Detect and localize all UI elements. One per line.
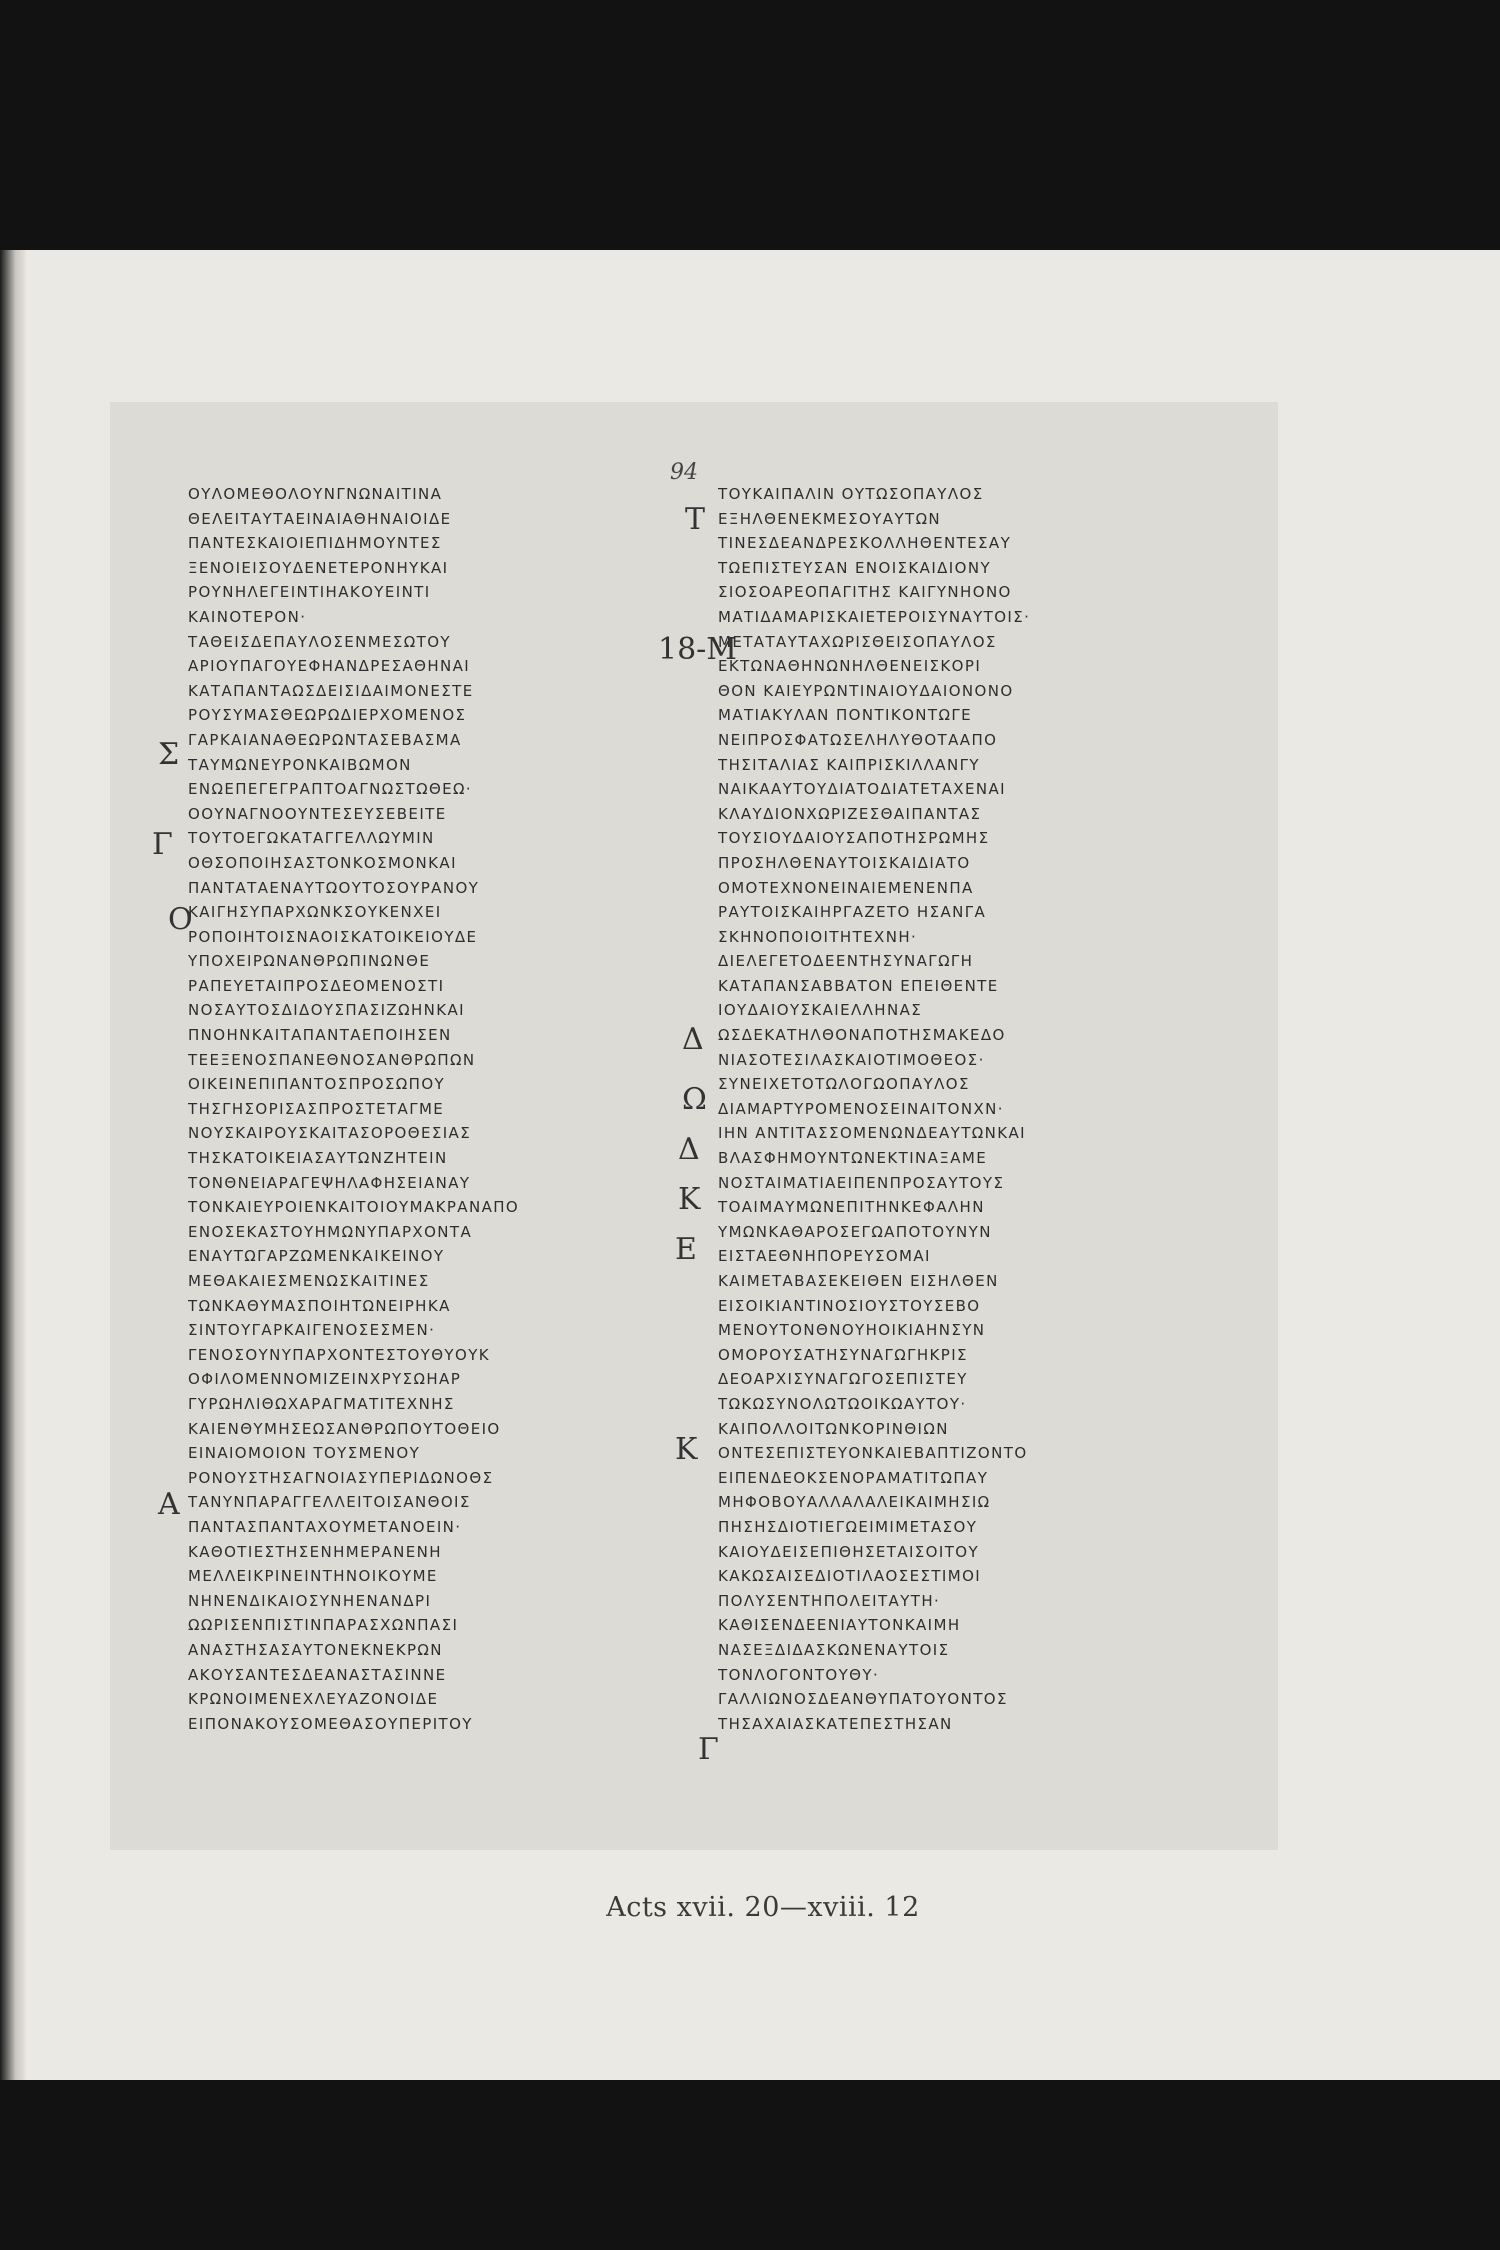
manuscript-line: ΤΕΕΞΕΝΟΣΠΑΝΕΘΝΟΣΑΝΘΡΩΠΩΝ bbox=[188, 1050, 476, 1069]
manuscript-line: ΠΝΟΗΝΚΑΙΤΑΠΑΝΤΑΕΠΟΙΗΣΕΝ bbox=[188, 1026, 452, 1045]
plate-caption: Acts xvii. 20—xviii. 12 bbox=[606, 1892, 920, 1923]
manuscript-line: ΕΙΣΟΙΚΙΑΝΤΙΝΟΣΙΟΥΣΤΟΥΣΕΒΟ bbox=[718, 1296, 981, 1315]
manuscript-line: ΟΙΚΕΙΝΕΠΙΠΑΝΤΟΣΠΡΟΣΩΠΟΥ bbox=[188, 1075, 446, 1094]
manuscript-line: ΓΥΡΩΗΛΙΘΩΧΑΡΑΓΜΑΤΙΤΕΧΝΗΣ bbox=[188, 1394, 455, 1413]
manuscript-line: ΤΟΑΙΜΑΥΜΩΝΕΠΙΤΗΝΚΕΦΑΛΗΝ bbox=[718, 1198, 985, 1217]
manuscript-line: ΝΟΣΑΥΤΟΣΔΙΔΟΥΣΠΑΣΙΖΩΗΝΚΑΙ bbox=[188, 1001, 465, 1020]
manuscript-line: ΓΑΡΚΑΙΑΝΑΘΕΩΡΩΝΤΑΣΕΒΑΣΜΑ bbox=[188, 730, 462, 749]
manuscript-line: ΕΚΤΩΝΑΘΗΝΩΝΗΛΘΕΝΕΙΣΚΟΡΙ bbox=[718, 657, 982, 676]
manuscript-line: ΤΙΝΕΣΔΕΑΝΔΡΕΣΚΟΛΛΗΘΕΝΤΕΣΑΥ bbox=[718, 534, 1012, 553]
manuscript-line: ΩΩΡΙΣΕΝΠΙΣΤΙΝΠΑΡΑΣΧΩΝΠΑΣΙ bbox=[188, 1616, 459, 1635]
manuscript-line: ΘΕΛΕΙΤΑΥΤΑΕΙΝΑΙΑΘΗΝΑΙΟΙΔΕ bbox=[188, 509, 452, 528]
manuscript-line: ΚΑΤΑΠΑΝΤΑΩΣΔΕΙΣΙΔΑΙΜΟΝΕΣΤΕ bbox=[188, 681, 474, 700]
manuscript-line: ΜΑΤΙΔΑΜΑΡΙΣΚΑΙΕΤΕΡΟΙΣΥΝΑΥΤΟΙΣ· bbox=[718, 607, 1031, 626]
manuscript-line: ΚΑΙΠΟΛΛΟΙΤΩΝΚΟΡΙΝΘΙΩΝ bbox=[718, 1419, 949, 1438]
manuscript-line: ΤΗΣΑΧΑΙΑΣΚΑΤΕΠΕΣΤΗΣΑΝ bbox=[718, 1714, 953, 1733]
marginal-letter: Τ bbox=[685, 502, 706, 537]
manuscript-line: ΝΟΥΣΚΑΙΡΟΥΣΚΑΙΤΑΣΟΡΟΘΕΣΙΑΣ bbox=[188, 1124, 472, 1143]
manuscript-line: ΡΑΠΕΥΕΤΑΙΠΡΟΣΔΕΟΜΕΝΟΣΤΙ bbox=[188, 976, 445, 995]
manuscript-line: ΤΟΥΣΙΟΥΔΑΙΟΥΣΑΠΟΤΗΣΡΩΜΗΣ bbox=[718, 829, 990, 848]
marginal-letter: Α bbox=[158, 1487, 180, 1522]
manuscript-line: ΤΗΣΓΗΣΟΡΙΣΑΣΠΡΟΣΤΕΤΑΓΜΕ bbox=[188, 1099, 445, 1118]
manuscript-line: ΟΝΤΕΣΕΠΙΣΤΕΥΟΝΚΑΙΕΒΑΠΤΙΖΟΝΤΟ bbox=[718, 1444, 1028, 1463]
manuscript-line: ΣΥΝΕΙΧΕΤΟΤΩΛΟΓΩΟΠΑΥΛΟΣ bbox=[718, 1075, 970, 1094]
manuscript-line: ΕΙΝΑΙΟΜΟΙΟΝ ΤΟΥΣΜΕΝΟΥ bbox=[188, 1444, 421, 1463]
manuscript-line: ΤΗΣΙΤΑΛΙΑΣ ΚΑΙΠΡΙΣΚΙΛΛΑΝΓΥ bbox=[718, 755, 980, 774]
marginal-letter: Δ bbox=[682, 1022, 704, 1057]
manuscript-line: ΕΙΠΟΝΑΚΟΥΣΟΜΕΘΑΣΟΥΠΕΡΙΤΟΥ bbox=[188, 1714, 473, 1733]
manuscript-line: ΤΑΝΥΝΠΑΡΑΓΓΕΛΛΕΙΤΟΙΣΑΝΘΟΙΣ bbox=[188, 1493, 471, 1512]
manuscript-line: ΞΕΝΟΙΕΙΣΟΥΔΕΝΕΤΕΡΟΝΗΥΚΑΙ bbox=[188, 558, 449, 577]
folio-number: 94 bbox=[670, 460, 698, 485]
manuscript-line: ΔΙΕΛΕΓΕΤΟΔΕΕΝΤΗΣΥΝΑΓΩΓΗ bbox=[718, 952, 974, 971]
manuscript-line: ΕΝΑΥΤΩΓΑΡΖΩΜΕΝΚΑΙΚΕΙΝΟΥ bbox=[188, 1247, 445, 1266]
manuscript-line: ΜΑΤΙΑΚΥΛΑΝ ΠΟΝΤΙΚΟΝΤΩΓΕ bbox=[718, 706, 972, 725]
marginal-letter: Κ bbox=[678, 1182, 701, 1217]
marginal-letter: Γ bbox=[698, 1732, 719, 1767]
manuscript-line: ΓΕΝΟΣΟΥΝΥΠΑΡΧΟΝΤΕΣΤΟΥΘΥΟΥΚ bbox=[188, 1345, 491, 1364]
manuscript-line: ΤΑΘΕΙΣΔΕΠΑΥΛΟΣΕΝΜΕΣΩΤΟΥ bbox=[188, 632, 451, 651]
manuscript-line: ΠΡΟΣΗΛΘΕΝΑΥΤΟΙΣΚΑΙΔΙΑΤΟ bbox=[718, 853, 971, 872]
manuscript-line: ΘΟΝ ΚΑΙΕΥΡΩΝΤΙΝΑΙΟΥΔΑΙΟΝΟΝΟ bbox=[718, 681, 1014, 700]
manuscript-line: ΝΟΣΤΑΙΜΑΤΙΑΕΙΠΕΝΠΡΟΣΑΥΤΟΥΣ bbox=[718, 1173, 1005, 1192]
manuscript-line: ΤΑΥΜΩΝΕΥΡΟΝΚΑΙΒΩΜΟΝ bbox=[188, 755, 412, 774]
marginal-letter: Κ bbox=[675, 1432, 698, 1467]
marginal-letter: Ο bbox=[168, 902, 193, 937]
manuscript-line: ΡΟΥΣΥΜΑΣΘΕΩΡΩΔΙΕΡΧΟΜΕΝΟΣ bbox=[188, 706, 467, 725]
manuscript-line: ΤΟΝΘΝΕΙΑΡΑΓΕΨΗΛΑΦΗΣΕΙΑΝΑΥ bbox=[188, 1173, 471, 1192]
manuscript-line: ΥΠΟΧΕΙΡΩΝΑΝΘΡΩΠΙΝΩΝΘΕ bbox=[188, 952, 431, 971]
manuscript-line: ΙΟΥΔΑΙΟΥΣΚΑΙΕΛΛΗΝΑΣ bbox=[718, 1001, 923, 1020]
manuscript-line: ΚΑΤΑΠΑΝΣΑΒΒΑΤΟΝ ΕΠΕΙΘΕΝΤΕ bbox=[718, 976, 999, 995]
manuscript-line: ΤΩΝΚΑΘΥΜΑΣΠΟΙΗΤΩΝΕΙΡΗΚΑ bbox=[188, 1296, 451, 1315]
manuscript-line: ΝΑΣΕΞΔΙΔΑΣΚΩΝΕΝΑΥΤΟΙΣ bbox=[718, 1640, 950, 1659]
manuscript-line: ΕΞΗΛΘΕΝΕΚΜΕΣΟΥΑΥΤΩΝ bbox=[718, 509, 942, 528]
manuscript-line: ΜΕΛΛΕΙΚΡΙΝΕΙΝΤΗΝΟΙΚΟΥΜΕ bbox=[188, 1567, 438, 1586]
marginal-letter: 18-Μ bbox=[658, 632, 738, 667]
manuscript-line: ΝΗΝΕΝΔΙΚΑΙΟΣΥΝΗΕΝΑΝΔΡΙ bbox=[188, 1591, 432, 1610]
marginal-letter: Δ bbox=[678, 1132, 700, 1167]
manuscript-line: ΟΘΣΟΠΟΙΗΣΑΣΤΟΝΚΟΣΜΟΝΚΑΙ bbox=[188, 853, 457, 872]
manuscript-line: ΟΟΥΝΑΓΝΟΟΥΝΤΕΣΕΥΣΕΒΕΙΤΕ bbox=[188, 804, 447, 823]
manuscript-line: ΜΗΦΟΒΟΥΑΛΛΑΛΑΛΕΙΚΑΙΜΗΣΙΩ bbox=[718, 1493, 991, 1512]
marginal-letter: Ω bbox=[682, 1082, 707, 1117]
manuscript-line: ΤΟΥΚΑΙΠΑΛΙΝ ΟΥΤΩΣΟΠΑΥΛΟΣ bbox=[718, 485, 984, 503]
manuscript-line: ΚΑΘΟΤΙΕΣΤΗΣΕΝΗΜΕΡΑΝΕΝΗ bbox=[188, 1542, 442, 1561]
manuscript-line: ΤΟΝΚΑΙΕΥΡΟΙΕΝΚΑΙΤΟΙΟΥΜΑΚΡΑΝΑΠΟ bbox=[188, 1198, 520, 1217]
manuscript-line: ΡΟΥΝΗΛΕΓΕΙΝΤΙΗΑΚΟΥΕΙΝΤΙ bbox=[188, 583, 431, 602]
manuscript-line: ΠΗΣΗΣΔΙΟΤΙΕΓΩΕΙΜΙΜΕΤΑΣΟΥ bbox=[718, 1517, 978, 1536]
marginal-letter: Γ bbox=[152, 827, 173, 862]
manuscript-line: ΓΑΛΛΙΩΝΟΣΔΕΑΝΘΥΠΑΤΟΥΟΝΤΟΣ bbox=[718, 1690, 1008, 1709]
manuscript-line: ΚΡΩΝΟΙΜΕΝΕΧΛΕΥΑΖΟΝΟΙΔΕ bbox=[188, 1690, 439, 1709]
manuscript-line: ΡΑΥΤΟΙΣΚΑΙΗΡΓΑΖΕΤΟ ΗΣΑΝΓΑ bbox=[718, 903, 987, 922]
manuscript-line: ΚΑΙΓΗΣΥΠΑΡΧΩΝΚΣΟΥΚΕΝΧΕΙ bbox=[188, 903, 442, 922]
manuscript-line: ΣΚΗΝΟΠΟΙΟΙΤΗΤΕΧΝΗ· bbox=[718, 927, 918, 946]
manuscript-line: ΤΟΥΤΟΕΓΩΚΑΤΑΓΓΕΛΛΩΥΜΙΝ bbox=[188, 829, 435, 848]
manuscript-line: ΚΑΚΩΣΑΙΣΕΔΙΟΤΙΛΑΟΣΕΣΤΙΜΟΙ bbox=[718, 1567, 982, 1586]
manuscript-line: ΜΕΘΑΚΑΙΕΣΜΕΝΩΣΚΑΙΤΙΝΕΣ bbox=[188, 1272, 430, 1290]
manuscript-line: ΕΝΩΕΠΕΓΕΓΡΑΠΤΟΑΓΝΩΣΤΩΘΕΩ· bbox=[188, 780, 473, 799]
manuscript-line: ΚΑΘΙΣΕΝΔΕΕΝΙΑΥΤΟΝΚΑΙΜΗ bbox=[718, 1616, 961, 1635]
manuscript-line: ΑΚΟΥΣΑΝΤΕΣΔΕΑΝΑΣΤΑΣΙΝΝΕ bbox=[188, 1665, 447, 1684]
manuscript-line: ΚΑΙΟΥΔΕΙΣΕΠΙΘΗΣΕΤΑΙΣΟΙΤΟΥ bbox=[718, 1542, 980, 1561]
manuscript-line: ΤΩΕΠΙΣΤΕΥΣΑΝ ΕΝΟΙΣΚΑΙΔΙΟΝΥ bbox=[718, 558, 992, 577]
manuscript-line: ΙΗΝ ΑΝΤΙΤΑΣΣΟΜΕΝΩΝΔΕΑΥΤΩΝΚΑΙ bbox=[718, 1124, 1026, 1143]
manuscript-line: ΑΡΙΟΥΠΑΓΟΥΕΦΗΑΝΔΡΕΣΑΘΗΝΑΙ bbox=[188, 657, 471, 676]
manuscript-line: ΠΑΝΤΑΣΠΑΝΤΑΧΟΥΜΕΤΑΝΟΕΙΝ· bbox=[188, 1517, 462, 1536]
manuscript-line: ΟΜΟΡΟΥΣΑΤΗΣΥΝΑΓΩΓΗΚΡΙΣ bbox=[718, 1345, 968, 1364]
manuscript-line: ΒΛΑΣΦΗΜΟΥΝΤΩΝΕΚΤΙΝΑΞΑΜΕ bbox=[718, 1149, 988, 1168]
manuscript-line: ΠΟΛΥΣΕΝΤΗΠΟΛΕΙΤΑΥΤΗ· bbox=[718, 1591, 941, 1610]
manuscript-line: ΚΛΑΥΔΙΟΝΧΩΡΙΖΕΣΘΑΙΠΑΝΤΑΣ bbox=[718, 804, 982, 823]
manuscript-line: ΣΙΝΤΟΥΓΑΡΚΑΙΓΕΝΟΣΕΣΜΕΝ· bbox=[188, 1321, 436, 1340]
left-text-column bbox=[188, 482, 658, 1736]
manuscript-line: ΠΑΝΤΑΤΑΕΝΑΥΤΩΟΥΤΟΣΟΥΡΑΝΟΥ bbox=[188, 878, 480, 897]
manuscript-line: ΤΩΚΩΣΥΝΟΛΩΤΩΟΙΚΩΑΥΤΟΥ· bbox=[718, 1394, 967, 1413]
manuscript-line: ΠΑΝΤΕΣΚΑΙΟΙΕΠΙΔΗΜΟΥΝΤΕΣ bbox=[188, 534, 442, 553]
manuscript-line: ΟΦΙΛΟΜΕΝΝΟΜΙΖΕΙΝΧΡΥΣΩΗΑΡ bbox=[188, 1370, 462, 1389]
manuscript-line: ΝΑΙΚΑΑΥΤΟΥΔΙΑΤΟΔΙΑΤΕΤΑΧΕΝΑΙ bbox=[718, 780, 1006, 799]
manuscript-line: ΤΗΣΚΑΤΟΙΚΕΙΑΣΑΥΤΩΝΖΗΤΕΙΝ bbox=[188, 1149, 448, 1168]
manuscript-line: ΔΕΟΑΡΧΙΣΥΝΑΓΩΓΟΣΕΠΙΣΤΕΥ bbox=[718, 1370, 968, 1389]
manuscript-plate bbox=[110, 402, 1278, 1850]
manuscript-line: ΡΟΝΟΥΣΤΗΣΑΓΝΟΙΑΣΥΠΕΡΙΔΩΝΟΘΣ bbox=[188, 1468, 494, 1487]
manuscript-line: ΡΟΠΟΙΗΤΟΙΣΝΑΟΙΣΚΑΤΟΙΚΕΙΟΥΔΕ bbox=[188, 927, 478, 946]
book-spine-edge bbox=[0, 250, 26, 2080]
manuscript-line: ΣΙΟΣΟΑΡΕΟΠΑΓΙΤΗΣ ΚΑΙΓΥΝΗΟΝΟ bbox=[718, 583, 1012, 602]
manuscript-line: ΟΥΛΟΜΕΘΟΛΟΥΝΓΝΩΝΑΙΤΙΝΑ bbox=[188, 485, 443, 503]
manuscript-line: ΜΕΝΟΥΤΟΝΘΝΟΥΗΟΙΚΙΑΗΝΣΥΝ bbox=[718, 1321, 986, 1340]
manuscript-line: ΟΜΟΤΕΧΝΟΝΕΙΝΑΙΕΜΕΝΕΝΠΑ bbox=[718, 878, 974, 897]
manuscript-line: ΩΣΔΕΚΑΤΗΛΘΟΝΑΠΟΤΗΣΜΑΚΕΔΟ bbox=[718, 1026, 1006, 1045]
manuscript-line: ΤΟΝΛΟΓΟΝΤΟΥΘΥ· bbox=[718, 1665, 880, 1684]
right-text-column bbox=[718, 482, 1198, 1736]
manuscript-line: ΑΝΑΣΤΗΣΑΣΑΥΤΟΝΕΚΝΕΚΡΩΝ bbox=[188, 1640, 443, 1659]
manuscript-line: ΕΙΠΕΝΔΕΟΚΣΕΝΟΡΑΜΑΤΙΤΩΠΑΥ bbox=[718, 1468, 989, 1487]
manuscript-line: ΝΕΙΠΡΟΣΦΑΤΩΣΕΛΗΛΥΘΟΤΑΑΠΟ bbox=[718, 730, 998, 749]
book-page bbox=[26, 250, 1500, 2080]
manuscript-line: ΚΑΙΝΟΤΕΡΟΝ· bbox=[188, 607, 307, 626]
manuscript-line: ΚΑΙΜΕΤΑΒΑΣΕΚΕΙΘΕΝ ΕΙΣΗΛΘΕΝ bbox=[718, 1272, 999, 1290]
manuscript-line: ΜΕΤΑΤΑΥΤΑΧΩΡΙΣΘΕΙΣΟΠΑΥΛΟΣ bbox=[718, 632, 997, 651]
manuscript-line: ΥΜΩΝΚΑΘΑΡΟΣΕΓΩΑΠΟΤΟΥΝΥΝ bbox=[718, 1222, 992, 1241]
manuscript-line: ΝΙΑΣΟΤΕΣΙΛΑΣΚΑΙΟΤΙΜΟΘΕΟΣ· bbox=[718, 1050, 985, 1069]
manuscript-line: ΕΙΣΤΑΕΘΝΗΠΟΡΕΥΣΟΜΑΙ bbox=[718, 1247, 931, 1266]
manuscript-line: ΔΙΑΜΑΡΤΥΡΟΜΕΝΟΣΕΙΝΑΙΤΟΝΧΝ· bbox=[718, 1099, 1004, 1118]
marginal-letter: Σ bbox=[158, 737, 180, 772]
marginal-letter: Ε bbox=[675, 1232, 697, 1267]
manuscript-line: ΚΑΙΕΝΘΥΜΗΣΕΩΣΑΝΘΡΩΠΟΥΤΟΘΕΙΟ bbox=[188, 1419, 501, 1438]
manuscript-line: ΕΝΟΣΕΚΑΣΤΟΥΗΜΩΝΥΠΑΡΧΟΝΤΑ bbox=[188, 1222, 473, 1241]
